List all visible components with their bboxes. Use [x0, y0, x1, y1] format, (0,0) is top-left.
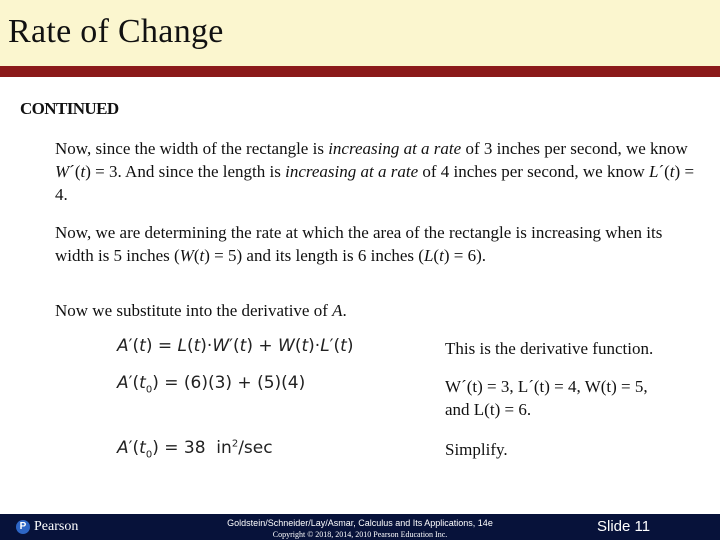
credit-line-2: Copyright © 2018, 2014, 2010 Pearson Education Inc.	[272, 530, 448, 539]
equation-substitution: $A'(t_0) = (6)(3) + (5)(4)$	[117, 373, 306, 396]
paragraph-rates: Now, since the width of the rectangle is increasing at a rate of 3 inches per second, we know W´(t) = 3. And since the length is increasing at a rate of 4 inches per second, we know L´(t) = 4.	[55, 139, 695, 204]
pearson-logo-text: Pearson	[34, 519, 79, 534]
slide-number: Slide 11	[597, 518, 651, 535]
footer-bar	[0, 514, 720, 540]
paragraph-substitute: Now we substitute into the derivative of A.	[55, 301, 347, 320]
accent-bar	[0, 66, 720, 77]
slide-title: Rate of Change	[8, 13, 224, 50]
copyright-credit	[200, 518, 520, 540]
pearson-logo	[16, 519, 78, 535]
title-banner	[0, 0, 720, 66]
paragraph-goal: Now, we are determining the rate at which the area of the rectangle is increasing when its width is 5 inches (W(t) = 5) and its length is 6 inches (L(t) = 6).	[55, 223, 663, 265]
subheading: CONTINUED	[20, 99, 119, 118]
credit-line-1: Goldstein/Schneider/Lay/Asmar, Calculus and Its Applications, 14e	[227, 518, 493, 528]
note-derivative-function: This is the derivative function.	[445, 339, 654, 358]
equation-derivative: A′(t) = L(t)·W′(t) + W(t)·L′(t)	[117, 336, 354, 356]
note-given-values: W´(t) = 3, L´(t) = 4, W(t) = 5, and L(t) = 6.	[445, 377, 648, 419]
note-simplify: Simplify.	[445, 440, 508, 459]
equation-result: $A'(t_0) = 38$ $in^2/\sec$	[117, 438, 273, 461]
pearson-logo-icon: P	[16, 520, 30, 534]
